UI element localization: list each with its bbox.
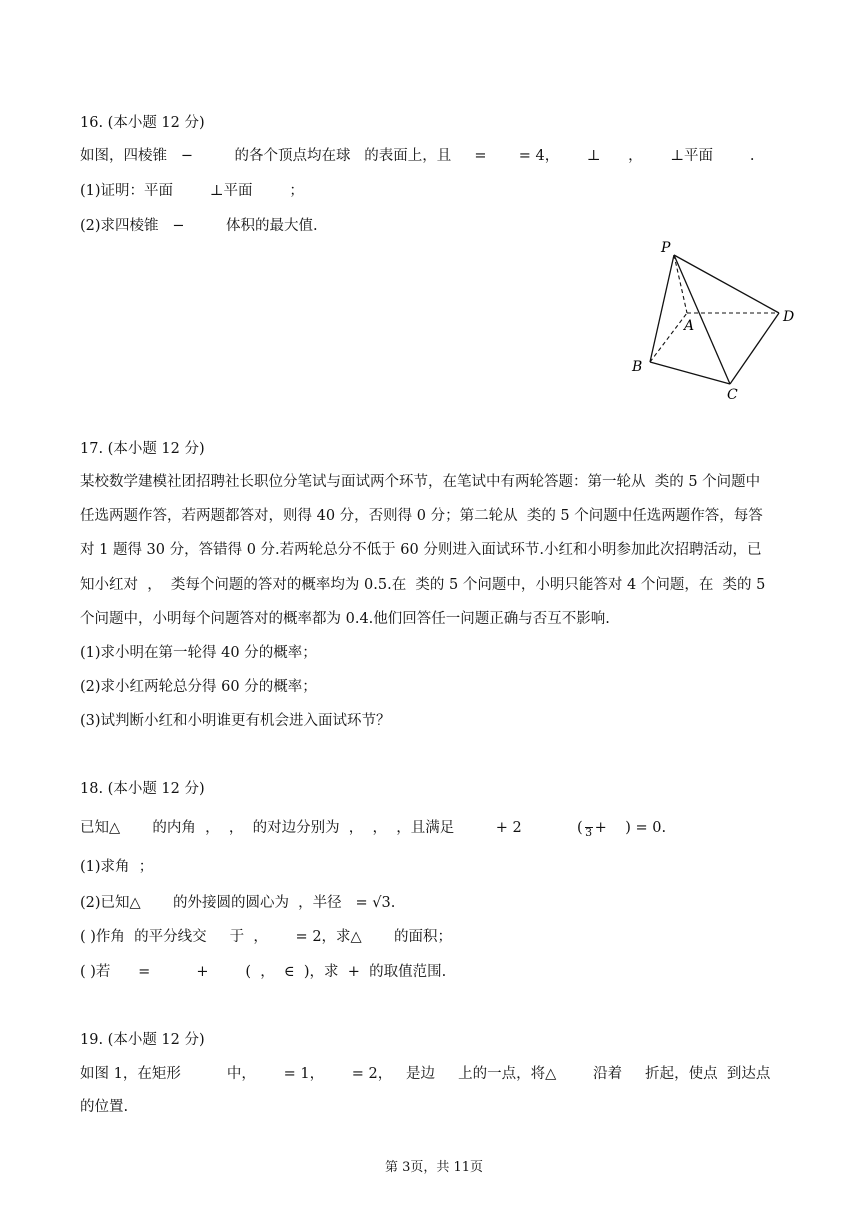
vertex-label-b: B: [632, 359, 643, 375]
edge-pd: [674, 255, 779, 313]
page-footer: 第 3页，共 11页: [384, 1160, 484, 1175]
q16-part2: (2)求四棱锥 − 体积的最大值.: [80, 218, 318, 234]
q18-stem: [80, 818, 666, 838]
q17-part3: (3)试判断小红和小明谁更有机会进入面试环节？: [80, 713, 391, 729]
q18-part2-ii: ( )若 = + ( ， ∈ )，求 + 的取值范围.: [80, 964, 447, 980]
q18-fraction-denominator: 3: [585, 825, 593, 839]
q17-line4: 知小红对 ， 类每个问题的答对的概率均为 0.5.在 类的 5 个问题中，小明只能答对 4 个问题，在 类的 5: [80, 577, 766, 593]
q17-header: 17. (本小题 12 分): [80, 441, 205, 457]
q19-header: 19. (本小题 12 分): [80, 1032, 205, 1048]
q18-part1: (1)求角 ；: [80, 859, 154, 875]
q17-part2: (2)求小红两轮总分得 60 分的概率；: [80, 679, 317, 695]
q17-line3: 对 1 题得 30 分，答错得 0 分.若两轮总分不低于 60 分则进入面试环节.小红和小明参加此次招聘活动，已: [80, 542, 762, 558]
q18-header: 18. (本小题 12 分): [80, 781, 205, 797]
q16-stem: 如图，四棱锥 − 的各个顶点均在球 的表面上，且 = = 4， ⊥ ， ⊥平面 .: [80, 148, 755, 164]
q18-stem-text: 已知△ 的内角 ， ， 的对边分别为 ， ， ，且满足 + 2 (: [80, 820, 583, 836]
vertex-label-p: P: [661, 240, 671, 256]
vertex-label-a: A: [684, 318, 695, 334]
pyramid-figure: [620, 235, 820, 410]
q18-fraction: [585, 819, 593, 838]
edge-pc: [674, 255, 730, 384]
q18-stem-tail: + ) = 0.: [594, 820, 667, 836]
vertex-label-d: D: [783, 309, 795, 325]
q18-part2-i: ( )作角 的平分线交 于 ， = 2，求△ 的面积；: [80, 929, 452, 945]
edge-bc: [650, 362, 730, 384]
edge-pb: [650, 255, 674, 362]
q17-part1: (1)求小明在第一轮得 40 分的概率；: [80, 645, 317, 661]
q17-line5: 个问题中，小明每个问题答对的概率都为 0.4.他们回答任一问题正确与否互不影响.: [80, 611, 610, 627]
q18-part2: (2)已知△ 的外接圆的圆心为 ，半径 = √3.: [80, 895, 396, 911]
edge-pa: [674, 255, 687, 313]
q16-part1: (1)证明：平面 ⊥平面 ；: [80, 183, 304, 199]
q19-stem-line2: 的位置.: [80, 1099, 129, 1115]
vertex-label-c: C: [727, 387, 738, 403]
q17-line1: 某校数学建模社团招聘社长职位分笔试与面试两个环节，在笔试中有两轮答题：第一轮从 类的 5 个问题中: [80, 474, 761, 490]
q16-header: 16. (本小题 12 分): [80, 115, 205, 131]
edge-cd: [730, 313, 779, 384]
q17-line2: 任选两题作答，若两题都答对，则得 40 分，否则得 0 分；第二轮从 类的 5 个问题中任选两题作答，每答: [80, 508, 763, 524]
q19-stem-line1: 如图 1，在矩形 中， = 1， = 2， 是边 上的一点，将△ 沿着 折起，使点 到达点: [80, 1066, 771, 1082]
